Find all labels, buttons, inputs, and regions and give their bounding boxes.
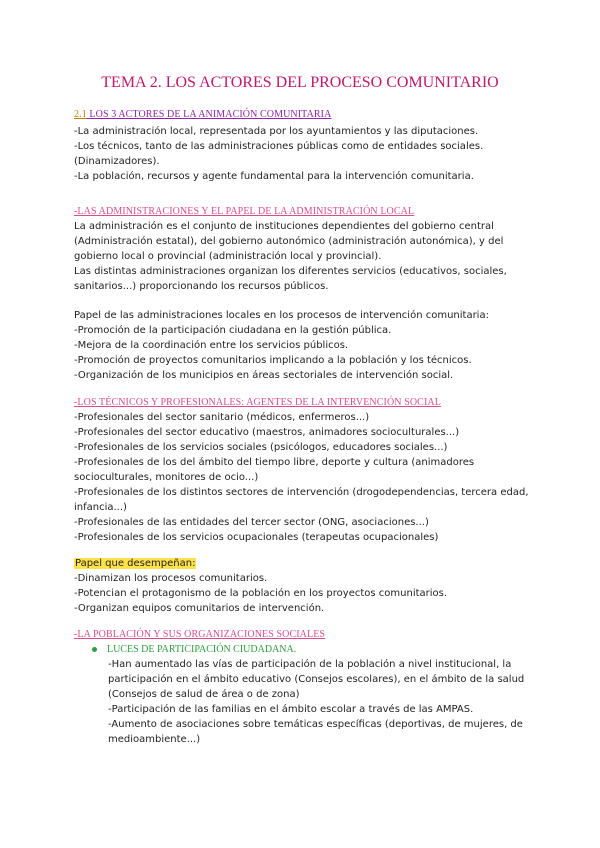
section-heading-actores bbox=[74, 109, 331, 120]
bullet-dot-icon bbox=[92, 647, 97, 652]
page-title: TEMA 2. LOS ACTORES DEL PROCESO COMUNITARIO bbox=[101, 74, 499, 91]
text-line: -Promoción de proyectos comunitarios implicando a la población y los técnicos. bbox=[74, 355, 472, 366]
text-line: -Profesionales de los servicios sociales (psicólogos, educadores sociales...) bbox=[74, 442, 448, 453]
text-line: -Han aumentado las vías de participación de la población a nivel institucional, la bbox=[108, 659, 512, 670]
text-line: (Administración estatal), del gobierno autonómico (administración autonómica), y del bbox=[74, 236, 504, 247]
text-line: -Organizan equipos comunitarios de intervención. bbox=[74, 603, 325, 614]
text-line: -Dinamizan los procesos comunitarios. bbox=[74, 573, 268, 584]
section-heading-poblacion: -LA POBLACIÓN Y SUS ORGANIZACIONES SOCIALES bbox=[74, 629, 326, 640]
text-line: -Profesionales del sector educativo (maestros, animadores socioculturales...) bbox=[74, 427, 460, 438]
text-line: -Profesionales del sector sanitario (médicos, enfermeros...) bbox=[74, 412, 370, 423]
text-line: medioambiente...) bbox=[108, 734, 201, 745]
text-line: -Los técnicos, tanto de las administraciones públicas como de entidades sociales. bbox=[74, 141, 484, 152]
text-line: socioculturales, monitores de ocio...) bbox=[74, 472, 259, 483]
section-tecnicos-body bbox=[74, 410, 534, 545]
text-line: infancia...) bbox=[74, 502, 127, 513]
highlight-papel: Papel que desempeñan: bbox=[75, 558, 196, 569]
papel-administraciones bbox=[74, 308, 534, 383]
bullet-item bbox=[92, 642, 532, 657]
text-line: -Profesionales de los distintos sectores de intervención (drogodependencias, tercera edad, bbox=[74, 487, 529, 498]
section-poblacion-body bbox=[92, 642, 532, 747]
text-line: La administración es el conjunto de instituciones dependientes del gobierno central bbox=[74, 221, 494, 232]
papel-tecnicos bbox=[74, 556, 534, 616]
text-line: gobierno local o provincial (administración local y provincial). bbox=[74, 251, 382, 262]
section-actores-body bbox=[74, 124, 534, 184]
text-line: -Profesionales de los del ámbito del tiempo libre, deporte y cultura (animadores bbox=[74, 457, 475, 468]
bullet-label: LUCES DE PARTICIPACIÓN CIUDADANA. bbox=[107, 644, 297, 655]
text-line: -Promoción de la participación ciudadana en la gestión pública. bbox=[74, 325, 392, 336]
text-line: Las distintas administraciones organizan los diferentes servicios (educativos, sociales, bbox=[74, 266, 507, 277]
section-heading-text: LOS 3 ACTORES DE LA ANIMACIÓN COMUNITARIA bbox=[89, 109, 332, 120]
papel-intro: Papel de las administraciones locales en los procesos de intervención comunitaria: bbox=[74, 310, 489, 321]
text-line: (Dinamizadores). bbox=[74, 156, 160, 167]
text-line: -Profesionales de los servicios ocupacionales (terapeutas ocupacionales) bbox=[74, 532, 439, 543]
text-line: (Consejos de salud de área o de zona) bbox=[108, 689, 300, 700]
section-administraciones-body bbox=[74, 219, 534, 294]
text-line: participación en el ámbito educativo (Consejos escolares), en el ámbito de la salud bbox=[108, 674, 525, 685]
text-line: -Profesionales de las entidades del tercer sector (ONG, asociaciones...) bbox=[74, 517, 429, 528]
bullet-content bbox=[92, 657, 532, 747]
text-line: -Organización de los municipios en áreas sectoriales de intervención social. bbox=[74, 370, 454, 381]
section-heading-administraciones: -LAS ADMINISTRACIONES Y EL PAPEL DE LA ADMINISTRACIÓN LOCAL bbox=[74, 206, 415, 217]
section-number: 2.1 bbox=[74, 109, 87, 120]
text-line: -Mejora de la coordinación entre los servicios públicos. bbox=[74, 340, 349, 351]
text-line: sanitarios...) proporcionando los recursos públicos. bbox=[74, 281, 329, 292]
text-line: -La administración local, representada por los ayuntamientos y las diputaciones. bbox=[74, 126, 479, 137]
text-line: -Aumento de asociaciones sobre temáticas específicas (deportivas, de mujeres, de bbox=[108, 719, 523, 730]
text-line: -Potencian el protagonismo de la población en los proyectos comunitarios. bbox=[74, 588, 448, 599]
text-line: -Participación de las familias en el ámbito escolar a través de las AMPAS. bbox=[108, 704, 474, 715]
section-heading-tecnicos: -LOS TÉCNICOS Y PROFESIONALES: AGENTES DE LA INTERVENCIÓN SOCIAL bbox=[74, 397, 441, 408]
text-line: -La población, recursos y agente fundamental para la intervención comunitaria. bbox=[74, 171, 474, 182]
